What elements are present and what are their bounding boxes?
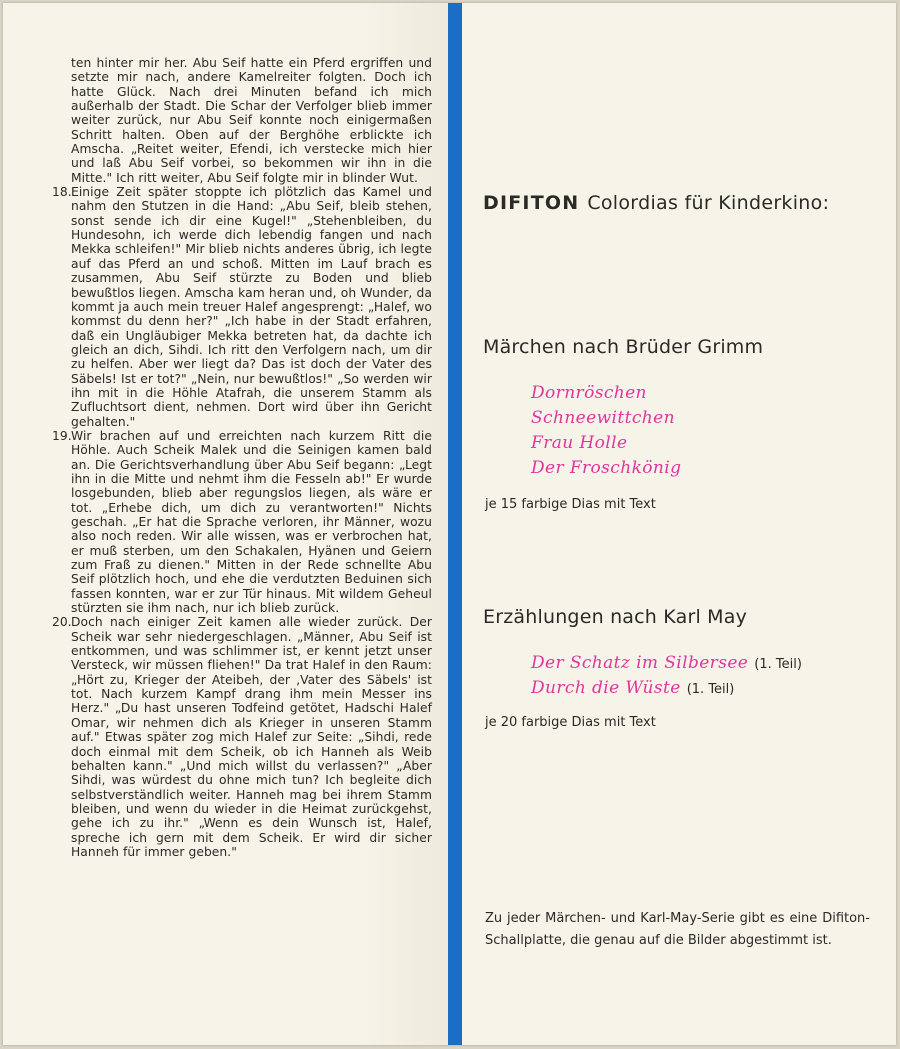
list-item bbox=[531, 675, 802, 700]
brochure-page bbox=[3, 3, 896, 1045]
title-froschkoenig: Der Froschkönig bbox=[531, 458, 682, 478]
grimm-caption: je 15 farbige Dias mit Text bbox=[485, 497, 656, 512]
part-note: (1. Teil) bbox=[754, 657, 802, 672]
list-item bbox=[531, 650, 802, 675]
paragraph-text: Einige Zeit später stoppte ich plötzlich das Kamel und nahm den Stutzen in die Hand: „Abu Seif, bleib stehen, sonst sende ich dir eine Kugel!" „Stehenbleiben, du Hundesohn, ich werde dich lebendig fangen und nach Mekka schleifen!" Mir blieb nichts anderes übrig, ich legte auf das Pferd an und schoß. Mitten im Lauf brach es zusammen, Abu Seif stürzte zu Boden und blieb bewußtlos liegen. Amscha kam heran und, oh Wunder, da kommt ja auch mein treuer Halef angesprengt: „Halef, wo kommst du denn her?" „Ich habe in der Stadt erfahren, daß ein Ungläubiger Mekka betreten hat, da dachte ich gleich an dich, Sihdi. Ich ritt den Verfolgern nach, um dir zu helfen. Aber wer liegt da? Das ist doch der Vater des Säbels! Ist er tot?" „Nein, nur bewußtlos!" „So werden wir ihn mit in die Höhle Atafrah, die unserem Stamm als Zufluchtsort dient, nehmen. Dort wird über ihn Gericht gehalten." bbox=[71, 185, 432, 429]
brand-name: DIFITON bbox=[483, 192, 580, 214]
paragraph-text: Wir brachen auf und erreichten nach kurzem Ritt die Höhle. Auch Scheik Malek und die Seinigen kamen bald an. Die Gerichtsverhandlung über Abu Seif begann: „Legt ihn in die Mitte und nehmt ihm die Fesseln ab!" Er wurde losgebunden, blieb aber regungslos liegen, als wäre er tot. „Erhebe dich, um dich zu verantworten!" Nichts geschah. „Er hat die Sprache verloren, ihr Männer, wozu also noch reden. Wir alle wissen, was er verbrochen hat, er muß sterben, um den Schakalen, Hyänen und Geiern zum Fraß zu dienen." Mitten in der Rede schnellte Abu Seif plötzlich hoch, und ehe die verdutzten Beduinen sich fassen konnten, war er zur Tür hinaus. Mit wildem Geheul stürzten sie ihm nach, nur ich blieb zurück. bbox=[71, 428, 432, 616]
title-frau-holle: Frau Holle bbox=[531, 433, 628, 453]
story-paragraph-20 bbox=[52, 615, 432, 859]
title-schneewittchen: Schneewittchen bbox=[531, 408, 675, 428]
paragraph-number: 20. bbox=[52, 615, 72, 630]
paragraph-number: 18. bbox=[52, 185, 72, 200]
ad-heading bbox=[483, 192, 829, 214]
title-dornroeschen: Dornröschen bbox=[531, 383, 647, 403]
story-paragraph-intro: ten hinter mir her. Abu Seif hatte ein Pferd ergriffen und setzte mir nach, andere Kamelreiter folgten. Doch ich hatte Glück. Nach drei Minuten befand ich mich außerhalb der Stadt. Die Schar der Verfolger blieb immer weiter zurück, nur Abu Seif konnte noch einigermaßen Schritt halten. Oben auf der Berghöhe erblickte ich Amscha. „Reitet weiter, Efendi, ich verstecke mich hier und laß Abu Seif vorbei, so bekommen wir ihn in die Mitte." Ich ritt weiter, Abu Seif folgte mir in blinder Wut. bbox=[71, 56, 432, 185]
paragraph-number: 19. bbox=[52, 428, 72, 443]
list-item bbox=[531, 405, 681, 430]
list-item bbox=[531, 430, 681, 455]
section-title-grimm: Märchen nach Brüder Grimm bbox=[483, 336, 764, 358]
karl-may-title-list bbox=[531, 650, 802, 700]
paragraph-text: Doch nach einiger Zeit kamen alle wieder zurück. Der Scheik war sehr niedergeschlagen. „Männer, Abu Seif ist entkommen, und was schlimmer ist, er kennt jetzt unser Versteck, wir müssen fliehen!" Da trat Halef in den Raum: „Hört zu, Krieger der Ateibeh, der ‚Vater des Säbels' ist tot. Nach kurzem Kampf drang ihm mein Messer ins Herz." „Du hast unseren Todfeind getötet, Hadschi Halef Omar, wir nehmen dich als Krieger in unseren Stamm auf." Etwas später zog mich Halef zur Seite: „Sihdi, rede doch einmal mit dem Scheik, ob ich Hanneh als Weib behalten kann." „Und mich willst du verlassen?" „Aber Sihdi, was würdest du ohne mich tun? Ich begleite dich selbstverständlich weiter. Hanneh mag bei ihrem Stamm bleiben, und wenn du wieder in die Heimat zurückgehst, gehe ich zu ihr." „Wenn es dein Wunsch ist, Halef, spreche ich gern mit dem Scheik. Er wird dir sicher Hanneh für immer geben." bbox=[71, 615, 432, 859]
list-item bbox=[531, 455, 681, 480]
story-paragraph-19 bbox=[52, 429, 432, 615]
list-item bbox=[531, 380, 681, 405]
section-title-karl-may: Erzählungen nach Karl May bbox=[483, 606, 748, 628]
grimm-title-list bbox=[531, 380, 681, 480]
story-column bbox=[52, 56, 432, 859]
blue-divider-rule bbox=[448, 3, 462, 1045]
title-schatz-im-silbersee: Der Schatz im Silbersee bbox=[531, 653, 749, 673]
karl-may-caption: je 20 farbige Dias mit Text bbox=[485, 715, 656, 730]
title-durch-die-wueste: Durch die Wüste bbox=[531, 678, 681, 698]
ad-heading-text: Colordias für Kinderkino: bbox=[587, 192, 830, 214]
footer-note: Zu jeder Märchen- und Karl-May-Serie gibt es eine Difiton-Schallplatte, die genau auf die Bilder abgestimmt ist. bbox=[485, 911, 870, 948]
part-note: (1. Teil) bbox=[686, 682, 735, 697]
story-paragraph-18 bbox=[52, 185, 432, 429]
